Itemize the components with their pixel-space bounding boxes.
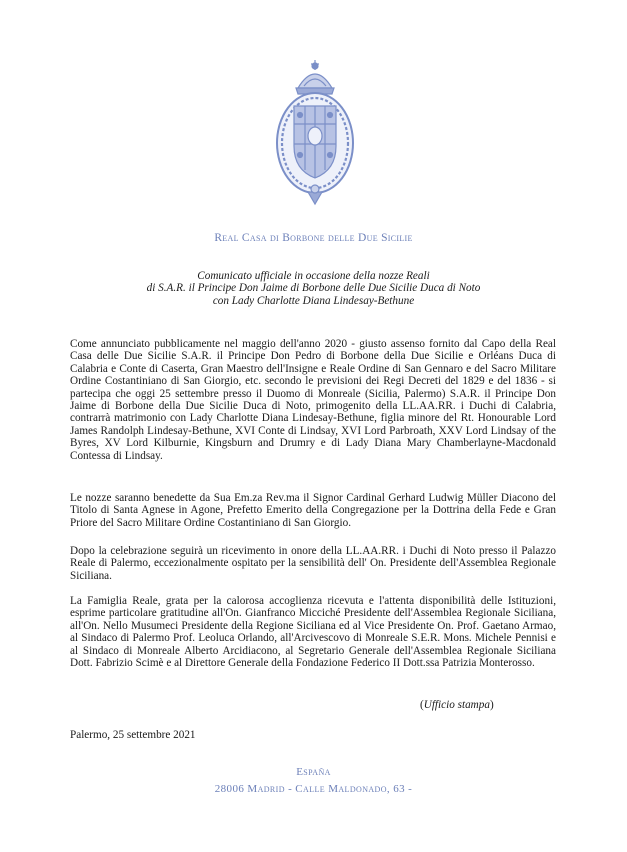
subject-heading (60, 270, 567, 307)
subject-line-3: con Lady Charlotte Diana Lindesay-Bethune (212, 294, 415, 307)
house-name-heading: Real Casa di Borbone delle Due Sicilie (214, 232, 413, 244)
press-office-signoff (420, 699, 494, 711)
signoff-open-paren: ( (420, 699, 424, 711)
signoff-office: Ufficio stampa (423, 699, 490, 711)
body-paragraph-reception: Dopo la celebrazione seguirà un ricevimento in onore della LL.AA.RR. i Duchi di Noto presso il Palazzo Reale di Palermo, eccezionalmente ospitato per la sensibilità dell' On. Presidente dell'Assemblea Regionale Siciliana. (70, 545, 556, 582)
body-paragraph-gratitude: La Famiglia Reale, grata per la calorosa accoglienza ricevuta e l'attenta disponibilità delle Istituzioni, esprime particolare gratitudine all'On. Gianfranco Micciché Presidente dell'Assemblea Regionale Siciliana, all'On. Nello Musumeci Presidente della Regione Siciliana ed al Vice Presidente On. Prof. Gaetano Armao, al Sindaco di Palermo Prof. Leoluca Orlando, all'Arcivescovo di Monreale S.E.R. Mons. Michele Pennisi e al Sindaco di Monreale Alberto Arcidiacono, al Segretario Generale dell'Assemblea Regionale Siciliana Dott. Fabrizio Scimè e al Direttore Generale della Fondazione Federico II Dott.ssa Patrizia Monterosso. (70, 595, 556, 670)
body-paragraph-blessing: Le nozze saranno benedette da Sua Em.za Rev.ma il Signor Cardinal Gerhard Ludwig Müller Diacono del Titolo di Santa Agnese in Agone, Prefetto Emerito della Congregazione per la Dottrina della Fede e Gran Priore del Sacro Militare Ordine Costantiniano di San Giorgio. (70, 492, 556, 529)
footer-country: España (296, 766, 331, 778)
royal-crest-icon (270, 58, 360, 208)
footer-address: 28006 Madrid - Calle Maldonado, 63 - (214, 783, 413, 795)
signoff-close-paren: ) (489, 699, 494, 711)
subject-line-1: Comunicato ufficiale in occasione della nozze Reali (197, 270, 430, 282)
body-paragraph-announcement: Come annunciato pubblicamente nel maggio dell'anno 2020 - giusto assenso fornito dal Capo della Real Casa delle Due Sicilie S.A.R. il Principe Don Pedro di Borbone della Due Sicilie e Orléans Duca di Calabria e Conte di Caserta, Gran Maestro dell'Insigne e Reale Ordine di San Gennaro e del Sacro Militare Ordine Costantiniano di San Giorgio, etc. secondo le previsioni dei Regi Decreti del 1829 e del 1836 - si partecipa che oggi 25 settembre presso il Duomo di Monreale (Sicilia, Palermo) S.A.R. il Principe Don Jaime di Borbone della Due Sicilie Duca di Noto, primogenito della LL.AA.RR. i Duchi di Calabria, contrarrà matrimonio con Lady Charlotte Diana Lindesay-Bethune, figlia minore del Rt. Honourable Lord James Randolph Lindesay-Bethune, XVI Conte di Lindsay, XVI Lord Parbroath, XXV Lord Lindsay of the Byres, XV Lord Kilburnie, Kingsburn and Drumry e di Lady Diana Mary Chamberlayne-Macdonald Contessa di Lindsay. (70, 338, 556, 462)
place-and-date: Palermo, 25 settembre 2021 (70, 729, 196, 741)
subject-line-2: di S.A.R. il Principe Don Jaime di Borbone delle Due Sicilie Duca di Noto (146, 282, 481, 295)
